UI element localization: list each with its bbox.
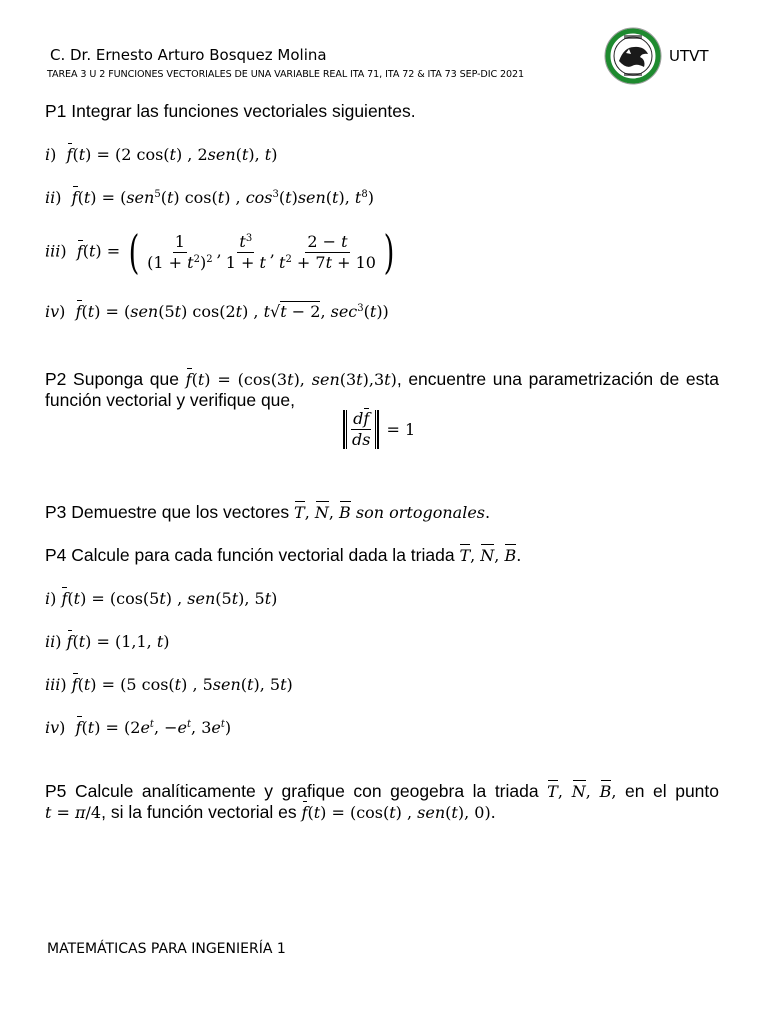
p5-line1-text: P5 Calcule analíticamente y grafique con geogebra la triada [45, 781, 539, 801]
p2-prompt: P2 Suponga que f(t) = (cos(3t), sen(3t),3t), encuentre una parametrización de esta [45, 369, 719, 389]
p1-item-1: i) f(t) = (2 cos(t) , 2sen(t), t) [45, 145, 278, 164]
p2-prompt-start: P2 Suponga que [45, 369, 179, 389]
p2-prompt-line2: función vectorial y verifique que, [45, 390, 295, 410]
p3-prompt-text: P3 Demuestre que los vectores [45, 502, 290, 522]
p2-equation: $\frac{df}{ds}$ = 1 [343, 410, 415, 449]
p1-item-3: iii) f(t) = ( $\frac{1}{(1 + t^2)^2}$ , $\frac{t^3}{1 + t}$ , $\frac{2 - t}{t^2 + 7t + 10}$ ) [45, 225, 395, 279]
p5-line1-end: en el punto [625, 781, 720, 801]
p1-prompt: P1 Integrar las funciones vectoriales siguientes. [45, 101, 416, 121]
p1-item-4: iv) f(t) = (sen(5t) cos(2t) , t√t − 2, $\sec^3(t)$) [45, 302, 389, 321]
assignment-subtitle: TAREA 3 U 2 FUNCIONES VECTORIALES DE UNA VARIABLE REAL ITA 71, ITA 72 & ITA 73 SEP-DIC 2021 [47, 69, 525, 80]
p4-item-1: i) f(t) = (cos(5t) , sen(5t), 5t) [45, 589, 278, 608]
p4-item-2: ii) f(t) = (1,1, t) [45, 632, 170, 651]
course-footer: MATEMÁTICAS PARA INGENIERÍA 1 [47, 941, 286, 957]
institution-label: UTVT [669, 47, 709, 65]
university-seal-icon [604, 27, 662, 85]
p5-line1: P5 Calcule analíticamente y grafique con geogebra la triada T, N, B, en el punto [45, 781, 720, 801]
p5-line2: t = π/4, si la función vectorial es f(t) = (cos(t) , sen(t), 0). [45, 802, 496, 822]
p4-item-4: iv) $f(t) = (2e^t$, $-e^t$, $3e^t$) [45, 718, 232, 737]
p3-prompt: P3 Demuestre que los vectores T, N, B son ortogonales. [45, 502, 491, 522]
p4-prompt: P4 Calcule para cada función vectorial dada la triada T, N, B. [45, 545, 522, 565]
author-name: C. Dr. Ernesto Arturo Bosquez Molina [50, 46, 327, 64]
p1-item-2: ii) f(t) = (sen$^5$(t) cos(t) , $\cos^3(t)sen(t)$, $t^8$) [45, 188, 374, 207]
p2-prompt-end: , encuentre una parametrización de esta [396, 369, 719, 389]
p4-item-3: iii) f(t) = (5 cos(t) , 5sen(t), 5t) [45, 675, 293, 694]
p4-prompt-text: P4 Calcule para cada función vectorial dada la triada [45, 545, 455, 565]
p5-line2-text: si la función vectorial es [110, 802, 297, 822]
